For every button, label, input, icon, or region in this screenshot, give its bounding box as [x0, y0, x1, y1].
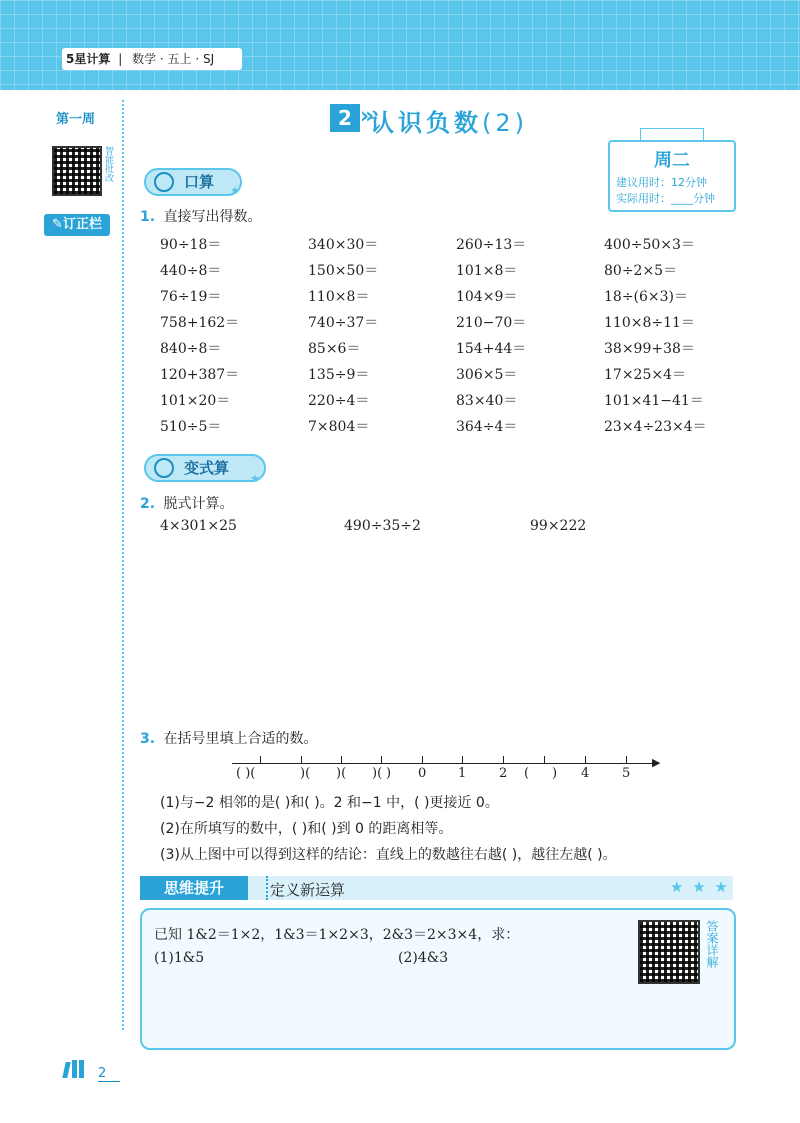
thinking-part-2: (2)4&3 [398, 950, 449, 966]
breadcrumb-separator: | [118, 52, 123, 66]
oral-problem: 85×6＝ [308, 341, 361, 357]
question-3: 3. 在括号里填上合适的数。 [140, 731, 318, 747]
week-label: 第一周 [56, 112, 96, 127]
oral-problem: 220÷4＝ [308, 393, 370, 409]
number-line-label: ( [524, 766, 530, 781]
number-line-tick [462, 756, 463, 763]
oral-problem: 38×99+38＝ [604, 341, 695, 357]
number-line-label: 1 [458, 766, 467, 781]
subquestion-2: (2)在所填写的数中，( )和( )到 0 的距离相等。 [160, 821, 453, 837]
oral-problem: 260÷13＝ [456, 237, 527, 253]
number-line-tick [341, 756, 342, 763]
thinking-part-1: (1)1&5 [154, 950, 205, 966]
subquestion-1: (1)与−2 相邻的是( )和( )。2 和−1 中，( )更接近 0。 [160, 795, 499, 811]
oral-problem: 101×8＝ [456, 263, 518, 279]
page-number: 2 [98, 1066, 107, 1081]
qr-caption: 智能批改 [103, 146, 113, 182]
target-icon [154, 458, 174, 478]
number-line-label: )( [336, 766, 347, 781]
oral-problem: 364÷4＝ [456, 419, 518, 435]
oral-problem: 840÷8＝ [160, 341, 222, 357]
expression-item: 99×222 [530, 518, 587, 534]
qr-code-icon[interactable] [52, 146, 102, 196]
star-decoration-icon: ★ [250, 472, 260, 485]
thinking-divider [256, 876, 268, 900]
number-line-tick [503, 756, 504, 763]
pencil-icon: ✎ [52, 217, 63, 232]
oral-problem: 101×41−41＝ [604, 393, 704, 409]
page-number-underline [98, 1081, 120, 1082]
oral-problem: 400÷50×3＝ [604, 237, 695, 253]
page-header [0, 0, 800, 90]
number-line-label: 0 [418, 766, 427, 781]
oral-problem: 340×30＝ [308, 237, 379, 253]
oral-problem: 17×25×4＝ [604, 367, 686, 383]
answer-qr-code-icon[interactable] [638, 920, 700, 984]
oral-problem: 440÷8＝ [160, 263, 222, 279]
chevron-right-icon: » [360, 104, 375, 129]
subject-label: 数学 · 五上 · SJ [132, 52, 215, 66]
number-line [232, 763, 656, 764]
actual-time: 实际用时：____分钟 [616, 192, 715, 205]
question-1: 1. 直接写出得数。 [140, 209, 262, 225]
series-name: 5星计算 [66, 52, 111, 66]
number-line-label: 5 [622, 766, 631, 781]
books-icon [64, 1060, 90, 1078]
thinking-topic: 定义新运算 [270, 881, 346, 899]
stopwatch-icon [154, 172, 174, 192]
day-card [608, 140, 736, 212]
number-line-tick [381, 756, 382, 763]
oral-problem: 18÷(6×3)＝ [604, 289, 689, 305]
number-line-label: ) [552, 766, 558, 781]
number-line-label: )( [372, 766, 383, 781]
number-line-label: 4 [581, 766, 590, 781]
oral-problem: 154+44＝ [456, 341, 527, 357]
oral-problem: 101×20＝ [160, 393, 231, 409]
answer-qr-caption: 答案详解 [705, 920, 719, 968]
number-line-tick [301, 756, 302, 763]
number-line-label: ) [386, 766, 392, 781]
thinking-problem: 已知 1&2＝1×2，1&3＝1×2×3，2&3＝2×3×4，求： [154, 927, 520, 943]
number-line-label: ( )( [236, 766, 256, 781]
number-line-label: 2 [499, 766, 508, 781]
oral-problem: 306×5＝ [456, 367, 518, 383]
oral-problem: 110×8＝ [308, 289, 370, 305]
number-line-tick [585, 756, 586, 763]
day-label: 周二 [654, 150, 690, 171]
oral-problem: 510÷5＝ [160, 419, 222, 435]
section-variant: 变式算 [144, 454, 266, 482]
star-decoration-icon: ★ [230, 184, 240, 197]
arrow-right-icon: ▶ [652, 756, 661, 769]
number-line-tick [422, 756, 423, 763]
question-2: 2. 脱式计算。 [140, 496, 234, 512]
oral-problem: 90÷18＝ [160, 237, 222, 253]
number-line-tick [260, 756, 261, 763]
oral-problem: 7×804＝ [308, 419, 370, 435]
oral-problem: 80÷2×5＝ [604, 263, 678, 279]
number-line-tick [626, 756, 627, 763]
correction-column-label: ✎订正栏 [44, 214, 110, 236]
section-oral: 口算 [144, 168, 242, 196]
suggested-time: 建议用时：12分钟 [616, 176, 707, 189]
oral-problem: 23×4÷23×4＝ [604, 419, 707, 435]
expression-item: 490÷35÷2 [344, 518, 421, 534]
subquestion-3: (3)从上图中可以得到这样的结论：直线上的数越往右越( )，越往左越( )。 [160, 847, 617, 863]
oral-problem: 758+162＝ [160, 315, 240, 331]
sidebar-divider [122, 100, 124, 1030]
oral-problem: 83×40＝ [456, 393, 518, 409]
expression-item: 4×301×25 [160, 518, 237, 534]
breadcrumb [62, 48, 242, 70]
thinking-tag: 思维提升 [140, 876, 248, 900]
oral-problem: 150×50＝ [308, 263, 379, 279]
oral-problem: 104×9＝ [456, 289, 518, 305]
difficulty-stars: ★ ★ ★ [670, 878, 730, 896]
lesson-title: 认识负数(2) [370, 109, 528, 137]
oral-problem: 120+387＝ [160, 367, 240, 383]
oral-problem: 135÷9＝ [308, 367, 370, 383]
number-line-tick [544, 756, 545, 763]
oral-problem: 76÷19＝ [160, 289, 222, 305]
number-line-label: )( [300, 766, 311, 781]
oral-problem: 210−70＝ [456, 315, 527, 331]
thinking-box [140, 908, 736, 1050]
oral-problem: 110×8÷11＝ [604, 315, 695, 331]
lesson-number: 2 [330, 104, 360, 132]
oral-problem: 740÷37＝ [308, 315, 379, 331]
